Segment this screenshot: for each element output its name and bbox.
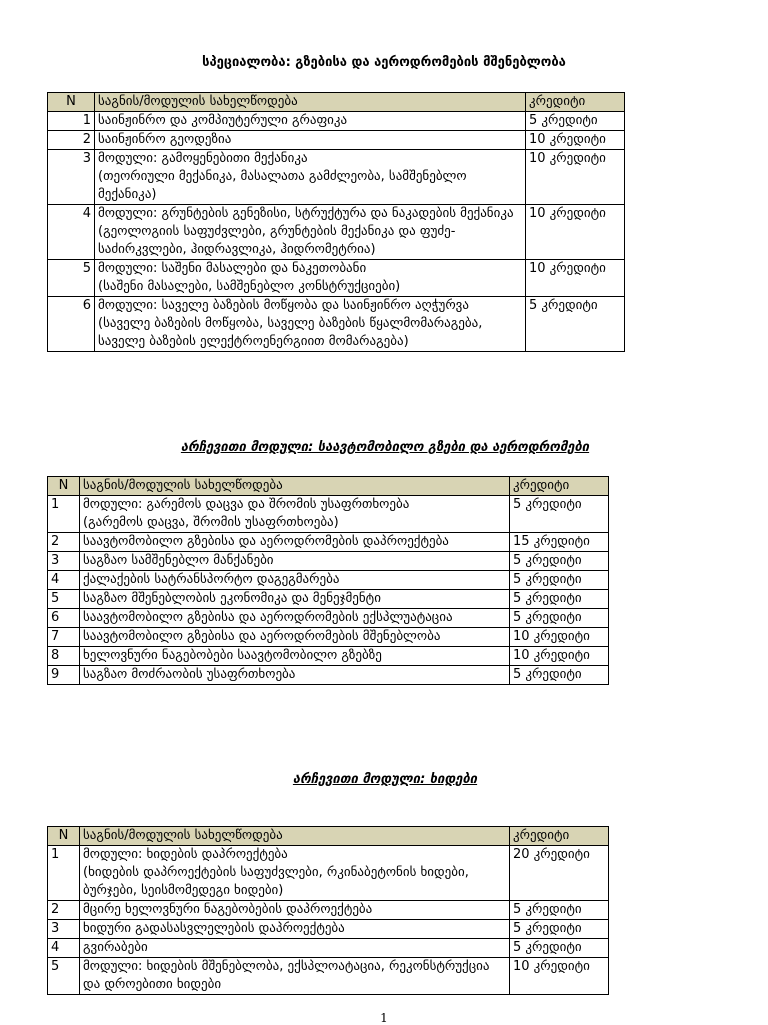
elective-roads-table (47, 476, 609, 685)
subject-name: ხელოვნური ნაგებობები საავტომობილო გზებზე (80, 647, 510, 666)
credit-value: 20 კრედიტი (510, 846, 609, 901)
subject-name: საავტომობილო გზებისა და აეროდრომების ექსპლუატაცია (80, 609, 510, 628)
table-row (48, 552, 609, 571)
subject-name: ხიდური გადასასვლელების დაპროექტება (80, 920, 510, 939)
table-row (48, 901, 609, 920)
subject-name: ქალაქების სატრანსპორტო დაგეგმარება (80, 571, 510, 590)
credit-value: 5 კრედიტი (526, 112, 625, 131)
credit-value: 5 კრედიტი (510, 496, 609, 533)
subject-name: მოდული: გარემოს დაცვა და შრომის უსაფრთხოება (გარემოს დაცვა, შრომის უსაფრთხოება) (80, 496, 510, 533)
credit-value: 5 კრედიტი (510, 609, 609, 628)
subject-name: საავტომობილო გზებისა და აეროდრომების მშენებლობა (80, 628, 510, 647)
subject-name: გვირაბები (80, 939, 510, 958)
page-number: 1 (380, 1011, 388, 1025)
subject-name: მოდული: ხიდების დაპროექტება (ხიდების დაპროექტების საფუძვლები, რკინაბეტონის ხიდები, ბურჯები, სეისმომედეგი ხიდები) (80, 846, 510, 901)
credit-value: 5 კრედიტი (510, 939, 609, 958)
elective-roads-title: არჩევითი მოდული: საავტომობილო გზები და აეროდრომები (180, 440, 590, 455)
table-row (48, 920, 609, 939)
table-row (48, 150, 625, 205)
credit-value: 10 კრედიტი (510, 628, 609, 647)
row-number: 1 (48, 846, 80, 901)
credit-value: 10 კრედიტი (510, 647, 609, 666)
header-credit: კრედიტი (510, 827, 609, 846)
row-number: 5 (48, 958, 80, 995)
table-row (48, 297, 625, 352)
row-number: 3 (48, 150, 95, 205)
header-subject-name: საგნის/მოდულის სახელწოდება (80, 477, 510, 496)
row-number: 9 (48, 666, 80, 685)
table-header-row (48, 477, 609, 496)
subject-name: მოდული: გრუნტების გენეზისი, სტრუქტურა და ნაკადების მექანიკა (გეოლოგიის საფუძვლები, გრუნტების მექანიკა და ფუძე-საძირკვლები, ჰიდრავლიკა, ჰიდრომეტრია) (95, 205, 526, 260)
table-row (48, 533, 609, 552)
table-row (48, 846, 609, 901)
row-number: 3 (48, 920, 80, 939)
row-number: 6 (48, 609, 80, 628)
table-row (48, 205, 625, 260)
row-number: 5 (48, 260, 95, 297)
row-number: 2 (48, 901, 80, 920)
subject-name: მცირე ხელოვნური ნაგებობების დაპროექტება (80, 901, 510, 920)
row-number: 5 (48, 590, 80, 609)
row-number: 4 (48, 939, 80, 958)
subject-name: საინჟინრო გეოდეზია (95, 131, 526, 150)
header-subject-name: საგნის/მოდულის სახელწოდება (80, 827, 510, 846)
credit-value: 15 კრედიტი (510, 533, 609, 552)
row-number: 2 (48, 533, 80, 552)
header-subject-name: საგნის/მოდულის სახელწოდება (95, 93, 526, 112)
subject-name: საგზაო სამშენებლო მანქანები (80, 552, 510, 571)
header-credit: კრედიტი (526, 93, 625, 112)
row-number: 8 (48, 647, 80, 666)
row-number: 1 (48, 496, 80, 533)
table-row (48, 647, 609, 666)
row-number: 3 (48, 552, 80, 571)
table-row (48, 609, 609, 628)
table-row (48, 590, 609, 609)
table-header-row (48, 827, 609, 846)
credit-value: 10 კრედიტი (526, 260, 625, 297)
credit-value: 5 კრედიტი (510, 571, 609, 590)
elective-bridges-title: არჩევითი მოდული: ხიდები (292, 772, 478, 787)
row-number: 4 (48, 571, 80, 590)
table-header-row (48, 93, 625, 112)
table-row (48, 666, 609, 685)
credit-value: 5 კრედიტი (510, 920, 609, 939)
credit-value: 5 კრედიტი (510, 666, 609, 685)
table-row (48, 958, 609, 995)
page-title: სპეციალობა: გზებისა და აეროდრომების მშენებლობა (202, 55, 566, 70)
elective-bridges-table (47, 826, 609, 995)
header-number: N (48, 827, 80, 846)
table-row (48, 131, 625, 150)
header-credit: კრედიტი (510, 477, 609, 496)
header-number: N (48, 477, 80, 496)
table-row (48, 628, 609, 647)
row-number: 7 (48, 628, 80, 647)
subject-name: საინჟინრო და კომპიუტერული გრაფიკა (95, 112, 526, 131)
table-row (48, 496, 609, 533)
subject-name: მოდული: საველე ბაზების მოწყობა და საინჟინრო აღჭურვა (საველე ბაზების მოწყობა, საველე ბაზების წყალმომარაგება, საველე ბაზების ელექტროენერგიით მომარაგება) (95, 297, 526, 352)
table-row (48, 571, 609, 590)
credit-value: 10 კრედიტი (526, 150, 625, 205)
table-row (48, 260, 625, 297)
row-number: 1 (48, 112, 95, 131)
subject-name: მოდული: გამოყენებითი მექანიკა (თეორიული მექანიკა, მასალათა გამძლეობა, სამშენებლო მექანიკა) (95, 150, 526, 205)
subject-name: საგზაო მოძრაობის უსაფრთხოება (80, 666, 510, 685)
credit-value: 10 კრედიტი (526, 131, 625, 150)
credit-value: 5 კრედიტი (510, 552, 609, 571)
row-number: 4 (48, 205, 95, 260)
subject-name: საავტომობილო გზებისა და აეროდრომების დაპროექტება (80, 533, 510, 552)
row-number: 6 (48, 297, 95, 352)
credit-value: 5 კრედიტი (510, 901, 609, 920)
row-number: 2 (48, 131, 95, 150)
header-number: N (48, 93, 95, 112)
credit-value: 5 კრედიტი (510, 590, 609, 609)
subject-name: მოდული: საშენი მასალები და ნაკეთობანი (საშენი მასალები, სამშენებლო კონსტრუქციები) (95, 260, 526, 297)
subject-name: მოდული: ხიდების მშენებლობა, ექსპლოატაცია, რეკონსტრუქცია და დროებითი ხიდები (80, 958, 510, 995)
credit-value: 10 კრედიტი (510, 958, 609, 995)
credit-value: 5 კრედიტი (526, 297, 625, 352)
subject-name: საგზაო მშენებლობის ეკონომიკა და მენეჯმენტი (80, 590, 510, 609)
credit-value: 10 კრედიტი (526, 205, 625, 260)
table-row (48, 112, 625, 131)
core-subjects-table (47, 92, 625, 352)
table-row (48, 939, 609, 958)
